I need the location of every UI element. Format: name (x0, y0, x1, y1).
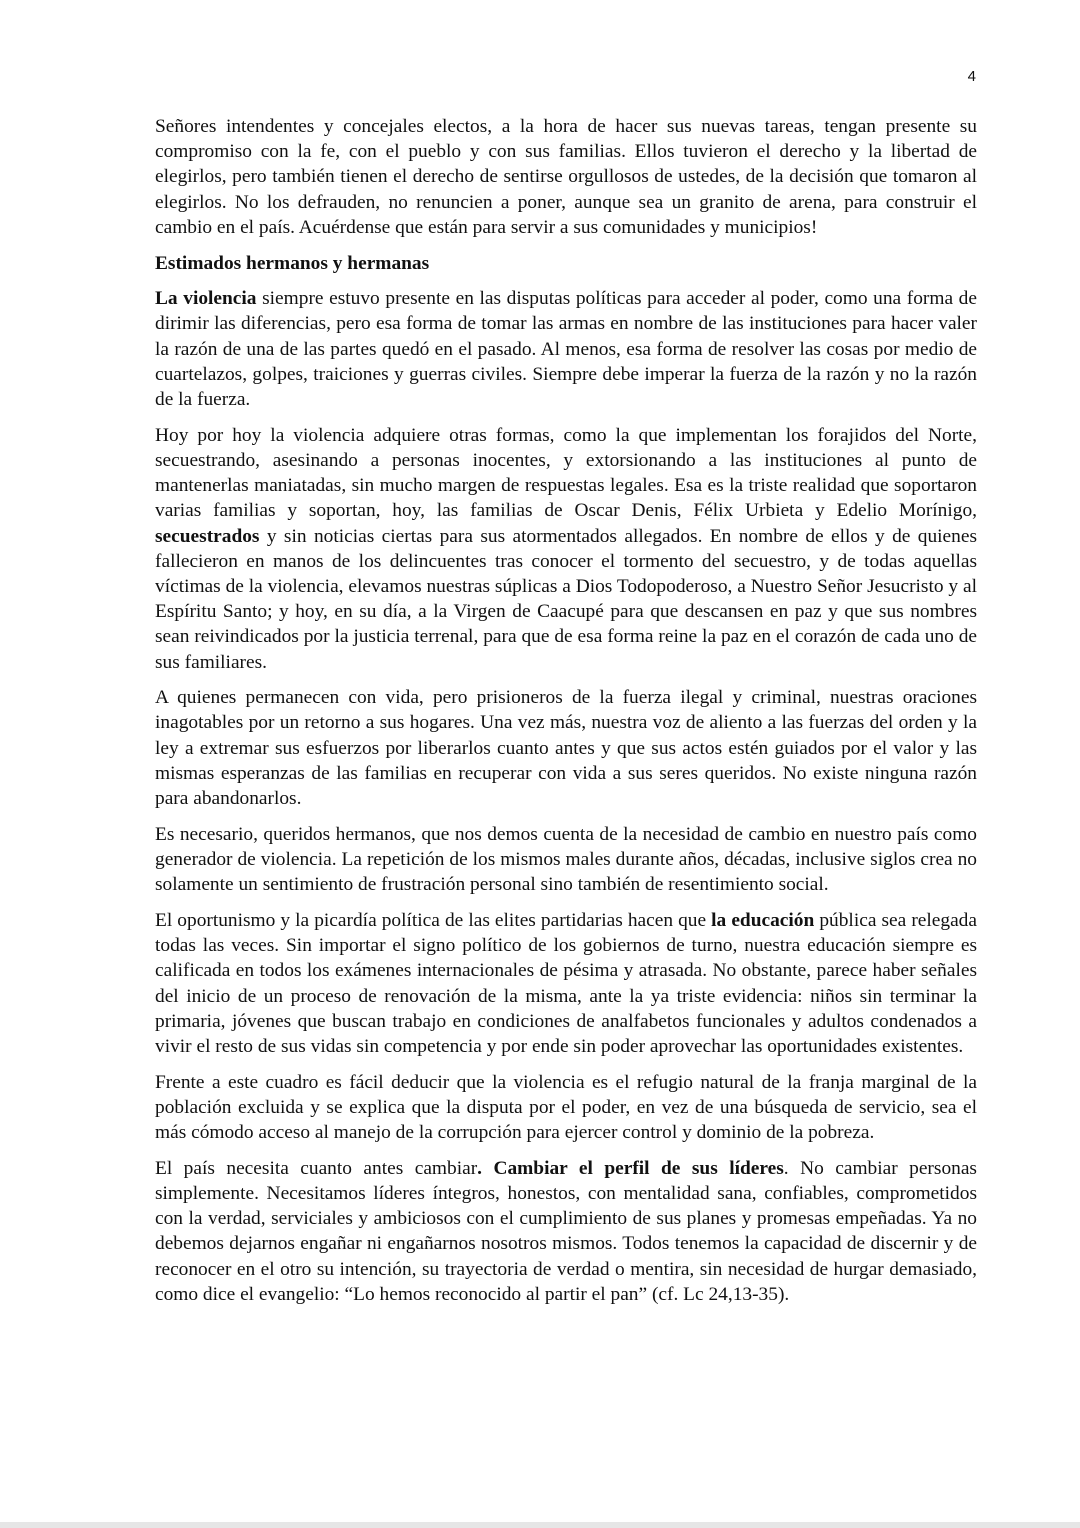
text-run: El oportunismo y la picardía política de las elites partidarias hacen que (155, 909, 712, 931)
section-heading (155, 251, 977, 276)
text-run: Frente a este cuadro es fácil deducir que la violencia es el refugio natural de la franja marginal de la población excluida y se explica que la disputa por el poder, en vez de una búsqueda de servicio, sea el más cómodo acceso al manejo de la corrupción para ejercer control y dominio de la pobreza. (155, 1071, 977, 1144)
document-body (155, 114, 977, 1317)
paragraph (155, 1070, 977, 1146)
text-run: Hoy por hoy la violencia adquiere otras formas, como la que implementan los forajidos del Norte, secuestrando, asesinando a personas inocentes, y extorsionando a las instituciones al punto de mantenerlas maniatadas, sin mucho margen de respuestas legales. Esa es la triste realidad que soportaron varias familias y soportan, hoy, las familias de Oscar Denis, Félix Urbieta y Edelio Morínigo, (155, 424, 977, 522)
paragraph (155, 908, 977, 1059)
text-run: siempre estuvo presente en las disputas políticas para acceder al poder, como una forma de dirimir las diferencias, pero esa forma de tomar las armas en nombre de las instituciones para hacer valer la razón de una de las partes quedó en el pasado. Al menos, esa forma de resolver las cosas por medio de cuartelazos, golpes, traiciones y guerras civiles. Siempre debe imperar la fuerza de la razón y no la razón de la fuerza. (155, 288, 977, 411)
paragraph (155, 114, 977, 240)
bold-text: La violencia (155, 288, 257, 310)
text-run: Es necesario, queridos hermanos, que nos demos cuenta de la necesidad de cambio en nuestro país como generador de violencia. La repetición de los mismos males durante años, décadas, inclusive siglos crea no solamente un sentimiento de frustración personal sino también de resentimiento social. (155, 823, 977, 896)
bold-text: . Cambiar el perfil de sus líderes (477, 1157, 784, 1179)
text-run: Señores intendentes y concejales electos, a la hora de hacer sus nuevas tareas, tengan presente su compromiso con la fe, con el pueblo y con sus familias. Ellos tuvieron el derecho y la libertad de elegirlos, pero también tienen el derecho de sentirse orgullosos de ustedes, de la decisión que tomaron al elegirlos. No los defrauden, no renuncien a poner, aunque sea un granito de arena, para construir el cambio en el país. Acuérdense que están para servir a sus comunidades y municipios! (155, 116, 977, 238)
paragraph (155, 1156, 977, 1307)
paragraph (155, 685, 977, 811)
text-run: . No cambiar personas simplemente. Necesitamos líderes íntegros, honestos, con mentalidad sana, confiables, comprometidos con la verdad, serviciales y ambiciosos con el cumplimiento de sus planes y promesas empeñadas. Ya no debemos dejarnos engañar ni engañarnos nosotros mismos. Todos tenemos la capacidad de discernir y de reconocer en el otro su intención, su trayectoria de verdad o mentira, sin necesidad de hurgar demasiado, como dice el evangelio: “Lo hemos reconocido al partir el pan” (cf. Lc 24,13-35). (155, 1157, 977, 1305)
bold-text: secuestrados (155, 525, 260, 547)
text-run: pública sea relegada todas las veces. Sin importar el signo político de los gobiernos de turno, nuestra educación siempre es calificada en todos los exámenes internacionales de pésima y atrasada. No obstante, parece haber señales del inicio de un proceso de renovación de la misma, ante la ya triste evidencia: niños sin terminar la primaria, jóvenes que buscan trabajo en condiciones de analfabetos funcionales y adultos condenados a vivir el resto de sus vidas sin competencia y por ende sin poder aprovechar las oportunidades existentes. (155, 909, 977, 1057)
text-run: El país necesita cuanto antes cambiar (155, 1157, 478, 1179)
bold-text: Estimados hermanos y hermanas (155, 252, 430, 274)
text-run: A quienes permanecen con vida, pero prisioneros de la fuerza ilegal y criminal, nuestras oraciones inagotables por un retorno a sus hogares. Una vez más, nuestra voz de aliento a las fuerzas del orden y la ley a extremar sus esfuerzos por liberarlos cuanto antes y que sus actos estén guiados por el valor y las mismas esperanzas de las familias en recuperar con vida a sus seres queridos. No existe ninguna razón para abandonarlos. (155, 687, 977, 810)
paragraph (155, 286, 977, 412)
page-number: 4 (967, 68, 976, 85)
text-run: y sin noticias ciertas para sus atormentados allegados. En nombre de ellos y de quienes fallecieron en manos de los delincuentes tras conocer el tormento del secuestro, y de todas aquellas víctimas de la violencia, elevamos nuestras súplicas a Dios Todopoderoso, a Nuestro Señor Jesucristo y al Espíritu Santo; y hoy, en su día, a la Virgen de Caacupé para que descansen en paz y que sus nombres sean reivindicados por la justicia terrenal, para que de esa forma reine la paz en el corazón de cada uno de sus familiares. (155, 525, 977, 673)
page-bottom-edge (0, 1522, 1080, 1528)
paragraph (155, 822, 977, 898)
paragraph (155, 423, 977, 675)
bold-text: la educación (711, 909, 815, 931)
